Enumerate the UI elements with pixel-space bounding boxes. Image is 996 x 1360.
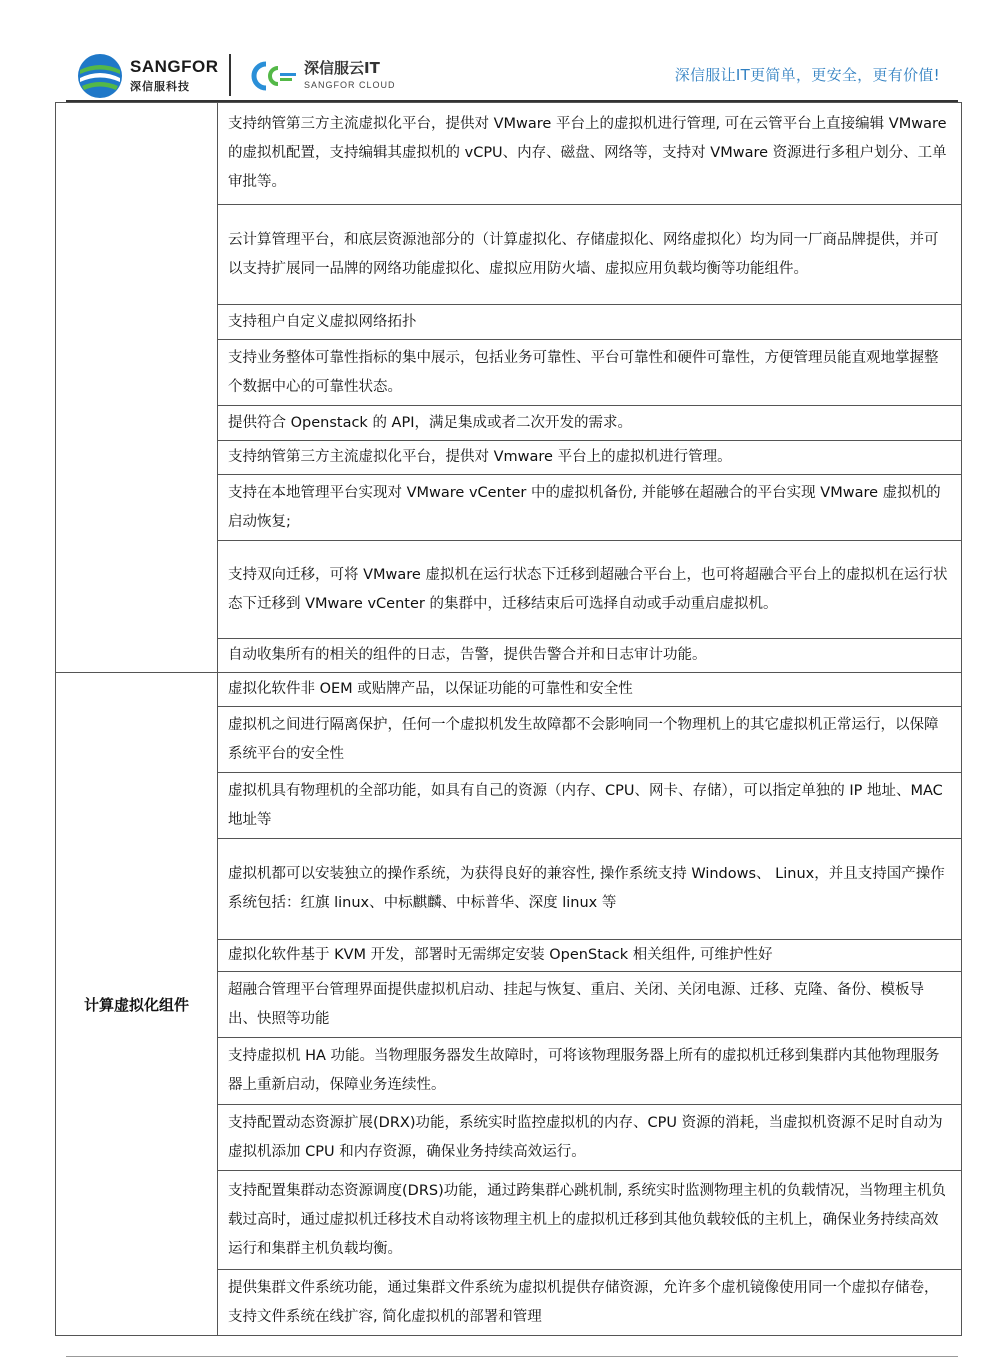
spec-cell: 支持纳管第三方主流虚拟化平台，提供对 VMware 平台上的虚拟机进行管理, 可在云管平台上直接编辑 VMware 的虚拟机配置，支持编辑其虚拟机的 vCPU、内存、磁盘、网络等，支持对 VMware 资源进行多租户划分、工单审批等。: [218, 103, 962, 205]
spec-cell: 虚拟机之间进行隔离保护，任何一个虚拟机发生故障都不会影响同一个物理机上的其它虚拟机正常运行，以保障系统平台的安全性: [218, 707, 962, 773]
page-header: [66, 40, 958, 102]
spec-cell: 提供集群文件系统功能，通过集群文件系统为虚拟机提供存储资源，允许多个虚机镜像使用同一个虚拟存储卷，支持文件系统在线扩容, 简化虚拟机的部署和管理: [218, 1270, 962, 1336]
spec-cell: 支持租户自定义虚拟网络拓扑: [218, 305, 962, 340]
table-row: [56, 103, 962, 205]
cloud-en-name: SANGFOR CLOUD: [304, 80, 396, 90]
category-cell: [56, 103, 218, 673]
sangfor-cn-name: 深信服科技: [130, 81, 190, 93]
spec-cell: 超融合管理平台管理界面提供虚拟机启动、挂起与恢复、重启、关闭、关闭电源、迁移、克隆、备份、模板导出、快照等功能: [218, 972, 962, 1038]
spec-cell: 虚拟机具有物理机的全部功能，如具有自己的资源（内存、CPU、网卡、存储），可以指定单独的 IP 地址、MAC 地址等: [218, 773, 962, 839]
header-divider: [229, 54, 231, 96]
spec-cell: 支持业务整体可靠性指标的集中展示，包括业务可靠性、平台可靠性和硬件可靠性，方便管理员能直观地掌握整个数据中心的可靠性状态。: [218, 340, 962, 406]
spec-cell: 支持纳管第三方主流虚拟化平台，提供对 Vmware 平台上的虚拟机进行管理。: [218, 441, 962, 475]
sangfor-brand: [130, 58, 219, 94]
header-slogan: 深信服让IT更简单，更安全，更有价值!: [674, 66, 940, 84]
spec-cell: 支持在本地管理平台实现对 VMware vCenter 中的虚拟机备份, 并能够在超融合的平台实现 VMware 虚拟机的启动恢复;: [218, 475, 962, 541]
spec-cell: 云计算管理平台，和底层资源池部分的（计算虚拟化、存储虚拟化、网络虚拟化）均为同一厂商品牌提供，并可以支持扩展同一品牌的网络功能虚拟化、虚拟应用防火墙、虚拟应用负载均衡等功能组件。: [218, 205, 962, 305]
category-cell: 计算虚拟化组件: [56, 673, 218, 1336]
spec-cell: 虚拟机都可以安装独立的操作系统，为获得良好的兼容性, 操作系统支持 Windows、 Linux，并且支持国产操作系统包括：红旗 linux、中标麒麟、中标普华、深度 linux 等: [218, 839, 962, 940]
table-row: [56, 673, 962, 707]
sangfor-logo-icon: [76, 52, 124, 100]
spec-cell: 提供符合 Openstack 的 API，满足集成或者二次开发的需求。: [218, 406, 962, 441]
spec-cell: 虚拟化软件非 OEM 或贴牌产品，以保证功能的可靠性和安全性: [218, 673, 962, 707]
sangfor-name: SANGFOR: [130, 57, 219, 76]
footer-rule: [66, 1356, 958, 1357]
sangfor-cloud-logo-icon: [244, 60, 300, 92]
spec-cell: 支持配置动态资源扩展(DRX)功能，系统实时监控虚拟机的内存、CPU 资源的消耗，当虚拟机资源不足时自动为虚拟机添加 CPU 和内存资源，确保业务持续高效运行。: [218, 1105, 962, 1171]
spec-cell: 支持虚拟机 HA 功能。当物理服务器发生故障时，可将该物理服务器上所有的虚拟机迁移到集群内其他物理服务器上重新启动，保障业务连续性。: [218, 1038, 962, 1105]
spec-table: [55, 102, 962, 1336]
spec-cell: 虚拟化软件基于 KVM 开发，部署时无需绑定安装 OpenStack 相关组件, 可维护性好: [218, 940, 962, 972]
spec-cell: 支持双向迁移，可将 VMware 虚拟机在运行状态下迁移到超融合平台上，也可将超融合平台上的虚拟机在运行状态下迁移到 VMware vCenter 的集群中，迁移结束后可选择自动或手动重启虚拟机。: [218, 541, 962, 639]
sangfor-cloud-brand: [304, 60, 396, 90]
cloud-cn-name: 深信服云IT: [304, 59, 380, 77]
spec-cell: 自动收集所有的相关的组件的日志，告警，提供告警合并和日志审计功能。: [218, 639, 962, 673]
spec-cell: 支持配置集群动态资源调度(DRS)功能，通过跨集群心跳机制, 系统实时监测物理主机的负载情况，当物理主机负载过高时，通过虚拟机迁移技术自动将该物理主机上的虚拟机迁移到其他负载较低的主机上，确保业务持续高效运行和集群主机负载均衡。: [218, 1171, 962, 1270]
